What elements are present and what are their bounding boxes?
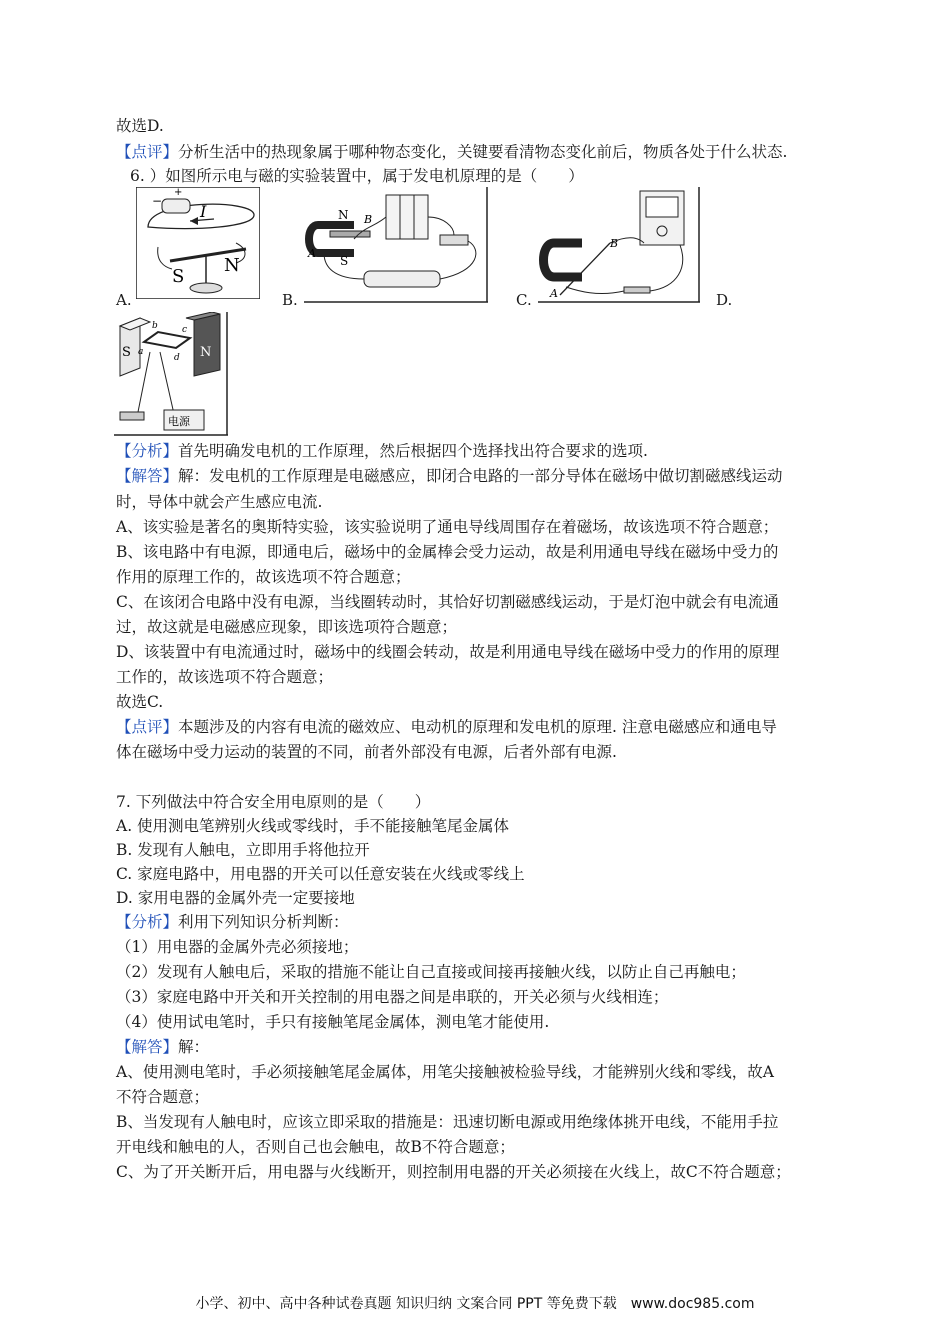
q6-answer-line: D、该装置中有电流通过时，磁场中的线圈会转动，故是利用通电导线在磁场中受力的作用的原理: [116, 643, 780, 661]
s-pole-label: S: [172, 266, 185, 287]
option-a-letter: A.: [116, 291, 132, 309]
q6-answer-line: B、该电路中有电源，即通电后，磁场中的金属棒会受力运动，故是利用通电导线在磁场中受力的: [116, 543, 779, 561]
b-a-label: A: [308, 247, 316, 260]
q6-conclusion: 故选C.: [116, 693, 164, 711]
d-a-label: a: [138, 347, 144, 357]
b-s-label: S: [340, 254, 349, 268]
answer-tag: 【解答】: [116, 1038, 179, 1056]
b-n-label: N: [338, 208, 349, 222]
option-d-letter: D.: [716, 291, 733, 309]
q7-analysis-point: （4）使用试电笔时，手只有接触笔尾金属体，测电笔才能使用.: [116, 1013, 550, 1031]
review-line: 本题涉及的内容有电流的磁效应、电动机的原理和发电机的原理. 注意电磁感应和通电导: [178, 718, 777, 736]
option-b-letter: B.: [282, 291, 298, 309]
figure-a-oersted: [136, 187, 260, 299]
analysis-tag: 【分析】: [116, 442, 179, 460]
page-footer: 小学、初中、高中各种试卷真题 知识归纳 文案合同 PPT 等免费下载 www.doc985.com: [195, 1296, 755, 1312]
review-tag: 【点评】: [116, 718, 179, 736]
answer-text: 解：: [178, 1038, 210, 1056]
figure-b-motor: [304, 187, 488, 303]
q6-answer-line: 作用的原理工作的，故该选项不符合题意；: [116, 568, 411, 586]
q7-option-b: B. 发现有人触电，立即用手将他拉开: [116, 841, 370, 859]
b-b-label: B: [364, 213, 373, 226]
q6-answer-line: 工作的，故该选项不符合题意；: [116, 668, 334, 686]
review-text: 分析生活中的热现象属于哪种物态变化，关键要看清物态变化前后，物质各处于什么状态.: [178, 143, 788, 161]
analysis-text: 首先明确发电机的工作原理，然后根据四个选择找出符合要求的选项.: [178, 442, 648, 460]
q6-review: [116, 717, 777, 737]
q6-answer-line: C、在该闭合电路中没有电源，当线圈转动时，其恰好切割磁感线运动，于是灯泡中就会有电流通: [116, 593, 779, 611]
analysis-text: 利用下列知识分析判断：: [178, 913, 349, 931]
q7-analysis-point: （2）发现有人触电后，采取的措施不能让自己直接或间接再接触火线，以防止自己再触电；: [116, 963, 746, 981]
minus-label: −: [152, 194, 163, 208]
figure-c-generator: [538, 187, 700, 303]
q7-option-c: C. 家庭电路中，用电器的开关可以任意安装在火线或零线上: [116, 865, 525, 883]
q7-answer-line: 不符合题意；: [116, 1088, 210, 1106]
q7-stem: 7. 下列做法中符合安全用电原则的是（ ）: [116, 793, 431, 811]
q6-answer-line: 时，导体中就会产生感应电流.: [116, 493, 323, 511]
option-c-letter: C.: [516, 291, 532, 309]
q6-stem: 6. ）如图所示电与磁的实验装置中，属于发电机原理的是（ ）: [130, 167, 584, 185]
q7-answer-line: A、使用测电笔时，手必须接触笔尾金属体，用笔尖接触被检验导线，才能辨别火线和零线，故A: [116, 1063, 774, 1081]
q7-option-a: A. 使用测电笔辨别火线或零线时，手不能接触笔尾金属体: [116, 817, 510, 835]
q7-answer-line: 开电线和触电的人，否则自己也会触电，故B不符合题意；: [116, 1138, 515, 1156]
q6-answer-line: [116, 466, 783, 486]
plus-label: +: [174, 187, 183, 198]
d-c-label: c: [182, 325, 188, 335]
answer-tag: 【解答】: [116, 467, 179, 485]
q7-analysis-point: （3）家庭电路中开关和开关控制的用电器之间是串联的，开关必须与火线相连；: [116, 988, 669, 1006]
power-source-label: 电源: [168, 415, 190, 428]
d-b-label: b: [152, 321, 158, 331]
q7-answer-line: B、当发现有人触电时，应该立即采取的措施是：迅速切断电源或用绝缘体挑开电线，不能用手拉: [116, 1113, 779, 1131]
review-tag: 【点评】: [116, 143, 179, 161]
current-label: I: [200, 202, 207, 221]
d-n-label: N: [200, 345, 212, 360]
q6-answer-line: A、该实验是著名的奥斯特实验，该实验说明了通电导线周围存在着磁场，故该选项不符合题意；: [116, 518, 779, 536]
q6-analysis: [116, 441, 648, 461]
c-a-label: A: [550, 287, 558, 300]
q5-review: [116, 142, 787, 162]
q7-analysis: [116, 912, 349, 932]
q6-review-line: 体在磁场中受力运动的装置的不同，前者外部没有电源，后者外部有电源.: [116, 743, 617, 761]
q7-analysis-point: （1）用电器的金属外壳必须接地；: [116, 938, 359, 956]
q5-conclusion: 故选D.: [116, 117, 164, 135]
q7-answer: [116, 1037, 209, 1057]
q6-answer-line: 过，故这就是电磁感应现象，即该选项符合题意；: [116, 618, 458, 636]
d-s-label: S: [122, 345, 131, 360]
c-b-label: B: [610, 237, 619, 250]
figure-d-motor-coil: [114, 312, 228, 436]
q7-option-d: D. 家用电器的金属外壳一定要接地: [116, 889, 355, 907]
answer-line: 解：发电机的工作原理是电磁感应，即闭合电路的一部分导体在磁场中做切割磁感线运动: [178, 467, 783, 485]
n-pole-label: N: [224, 255, 240, 276]
analysis-tag: 【分析】: [116, 913, 179, 931]
d-d-label: d: [174, 353, 180, 363]
q7-answer-line: C、为了开关断开后，用电器与火线断开，则控制用电器的开关必须接在火线上，故C不符合题意；: [116, 1163, 791, 1181]
